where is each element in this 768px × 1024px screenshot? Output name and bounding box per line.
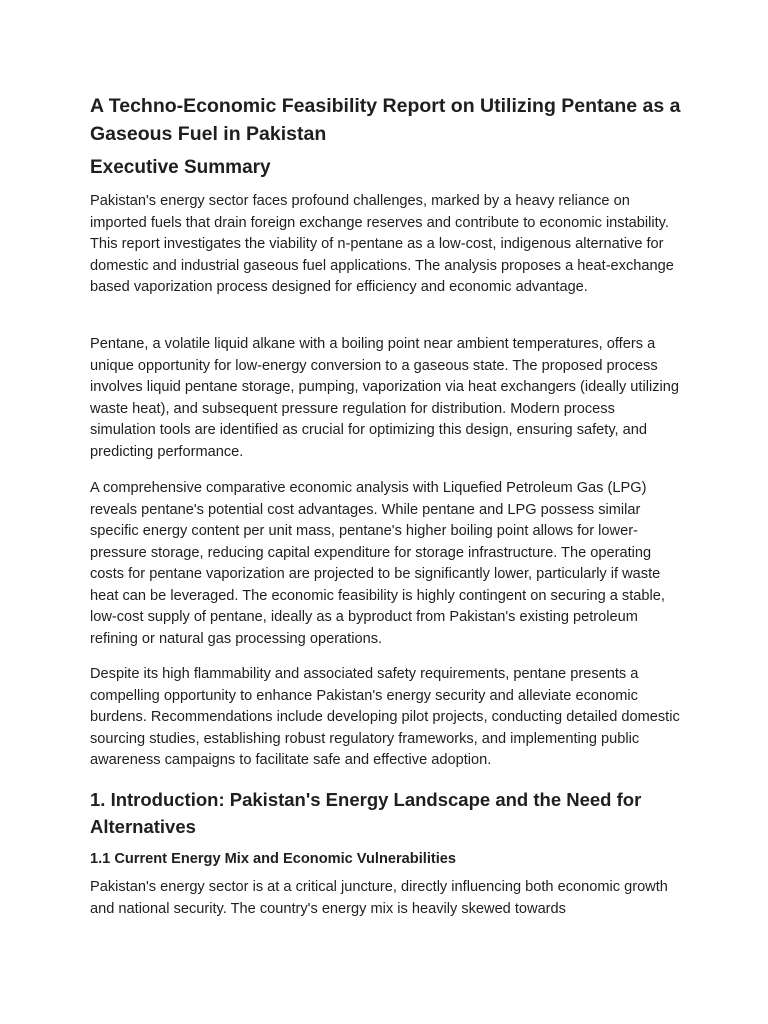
summary-paragraph: Pakistan's energy sector faces profound challenges, marked by a heavy reliance on imported fuels that drain foreign exchange reserves and contribute to economic instability. This report investigates the viability of n-pentane as a low-cost, indigenous alternative for domestic and industrial gaseous fuel applications. The analysis proposes a heat-exchange based vaporization process designed for efficiency and economic advantage. [90,193,674,295]
summary-paragraph: Pentane, a volatile liquid alkane with a boiling point near ambient temperatures, offers a unique opportunity for low-energy conversion to a gaseous state. The proposed process involves liquid pentane storage, pumping, vaporization via heat exchangers (ideally utilizing waste heat), and subsequent pressure regulation for distribution. Modern process simulation tools are identified as crucial for optimizing this design, ensuring safety, and predicting performance. [90,336,679,460]
report-title: A Techno-Economic Feasibility Report on Utilizing Pentane as a Gaseous Fuel in Pakistan [90,95,681,145]
section-paragraph: Pakistan's energy sector is at a critical juncture, directly influencing both economic growth and national security. The country's energy mix is heavily skewed towards [90,879,668,917]
summary-paragraph: A comprehensive comparative economic analysis with Liquefied Petroleum Gas (LPG) reveals pentane's potential cost advantages. While pentane and LPG possess similar specific energy content per unit mass, pentane's higher boiling point allows for lower-pressure storage, reducing capital expenditure for storage infrastructure. The operating costs for pentane vaporization are projected to be significantly lower, particularly if waste heat can be leveraged. The economic feasibility is highly contingent on securing a stable, low-cost supply of pentane, ideally as a byproduct from Pakistan's existing petroleum refining or natural gas processing operations. [90,480,665,647]
subsection-heading: 1.1 Current Energy Mix and Economic Vulnerabilities [90,851,457,867]
summary-paragraph: Despite its high flammability and associated safety requirements, pentane presents a compelling opportunity to enhance Pakistan's energy security and alleviate economic burdens. Recommendations include developing pilot projects, conducting detailed domestic sourcing studies, establishing robust regulatory frameworks, and implementing public awareness campaigns to facilitate safe and effective adoption. [90,666,680,768]
section-heading: 1. Introduction: Pakistan's Energy Landscape and the Need for Alternatives [90,789,642,837]
executive-summary-heading: Executive Summary [90,157,271,178]
